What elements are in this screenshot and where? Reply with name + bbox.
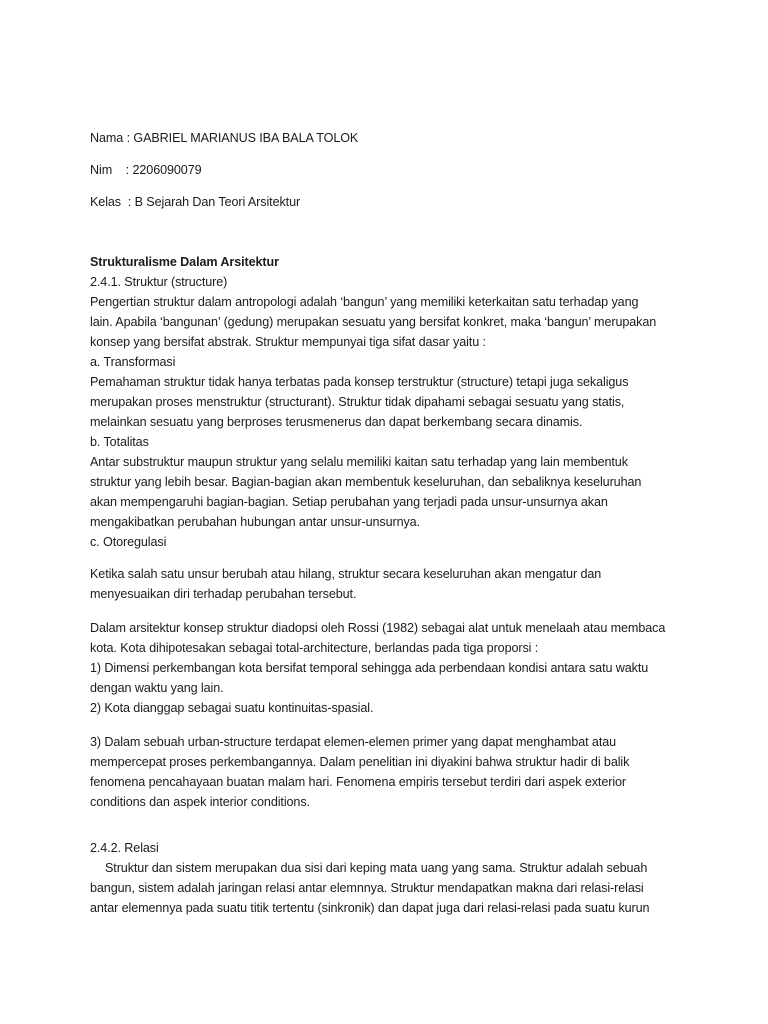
- text-line: antar elemennya pada suatu titik tertentu (sinkronik) dan dapat juga dari relasi-relasi pada suatu kurun: [90, 901, 650, 915]
- text-line: Struktur dan sistem merupakan dua sisi dari keping mata uang yang sama. Struktur adalah sebuah: [105, 861, 648, 875]
- text-line: menyesuaikan diri terhadap perubahan tersebut.: [90, 587, 357, 601]
- spacer: [90, 812, 690, 838]
- spacer: [90, 718, 690, 732]
- student-nim: Nim : 2206090079: [90, 163, 202, 177]
- spacer: [90, 218, 690, 252]
- subsection-heading-structure: 2.4.1. Struktur (structure): [90, 275, 228, 289]
- section-title: Strukturalisme Dalam Arsitektur: [90, 255, 279, 269]
- spacer: [90, 552, 690, 564]
- text-line: 1) Dimensi perkembangan kota bersifat temporal sehingga ada perbendaan kondisi antara satu waktu: [90, 661, 649, 675]
- paragraph-point-3: [90, 732, 690, 812]
- item-heading-totalitas: b. Totalitas: [90, 435, 149, 449]
- text-line: struktur yang lebih besar. Bagian-bagian akan membentuk keseluruhan, dan sebaliknya keseluruhan: [90, 475, 642, 489]
- text-line: Pemahaman struktur tidak hanya terbatas pada konsep terstruktur (structure) tetapi juga sekaligus: [90, 375, 629, 389]
- paragraph-totalitas: [90, 452, 690, 532]
- text-line: Pengertian struktur dalam antropologi adalah ‘bangun’ yang memiliki keterkaitan satu terhadap yang: [90, 295, 639, 309]
- text-line: dengan waktu yang lain.: [90, 681, 224, 695]
- item-heading-transformasi: a. Transformasi: [90, 355, 176, 369]
- text-line: mempercepat proses perkembangannya. Dalam penelitian ini diyakini bahwa struktur hadir di balik: [90, 755, 630, 769]
- text-line: konsep yang bersifat abstrak. Struktur mempunyai tiga sifat dasar yaitu :: [90, 335, 486, 349]
- paragraph-transformasi: [90, 372, 690, 432]
- subsection-heading-relasi: 2.4.2. Relasi: [90, 841, 159, 855]
- text-line: Ketika salah satu unsur berubah atau hilang, struktur secara keseluruhan akan mengatur dan: [90, 567, 602, 581]
- paragraph-intro: [90, 292, 690, 352]
- item-heading-otoregulasi: c. Otoregulasi: [90, 535, 167, 549]
- text-line: conditions dan aspek interior conditions.: [90, 795, 310, 809]
- text-line: melainkan sesuatu yang berproses terusmenerus dan dapat berkembang secara dinamis.: [90, 415, 583, 429]
- paragraph-relasi: [90, 858, 690, 918]
- spacer: [90, 604, 690, 618]
- text-line: merupakan proses menstruktur (structurant). Struktur tidak dipahami sebagai sesuatu yang statis,: [90, 395, 625, 409]
- paragraph-rossi: [90, 618, 690, 718]
- text-line: fenomena pencahayaan buatan malam hari. Fenomena empiris tersebut terdiri dari aspek exterior: [90, 775, 627, 789]
- text-line: lain. Apabila ‘bangunan’ (gedung) merupakan sesuatu yang bersifat konkret, maka ‘bangun’ merupakan: [90, 315, 657, 329]
- text-line: akan mempengaruhi bagian-bagian. Setiap perubahan yang terjadi pada unsur-unsurnya akan: [90, 495, 608, 509]
- text-line: kota. Kota dihipotesakan sebagai total-architecture, berlandas pada tiga proporsi :: [90, 641, 539, 655]
- paragraph-otoregulasi: [90, 564, 690, 604]
- text-line: 2) Kota dianggap sebagai suatu kontinuitas-spasial.: [90, 701, 374, 715]
- text-line: bangun, sistem adalah jaringan relasi antar elemnnya. Struktur mendapatkan makna dari relasi-relasi: [90, 881, 644, 895]
- text-line: mengakibatkan perubahan hubungan antar unsur-unsurnya.: [90, 515, 420, 529]
- student-name: Nama : GABRIEL MARIANUS IBA BALA TOLOK: [90, 131, 359, 145]
- text-line: Antar substruktur maupun struktur yang selalu memiliki kaitan satu terhadap yang lain membentuk: [90, 455, 628, 469]
- student-class: Kelas : B Sejarah Dan Teori Arsitektur: [90, 195, 301, 209]
- text-line: Dalam arsitektur konsep struktur diadopsi oleh Rossi (1982) sebagai alat untuk menelaah atau membaca: [90, 621, 666, 635]
- document-body: [90, 122, 690, 918]
- text-line: 3) Dalam sebuah urban-structure terdapat elemen-elemen primer yang dapat menghambat atau: [90, 735, 617, 749]
